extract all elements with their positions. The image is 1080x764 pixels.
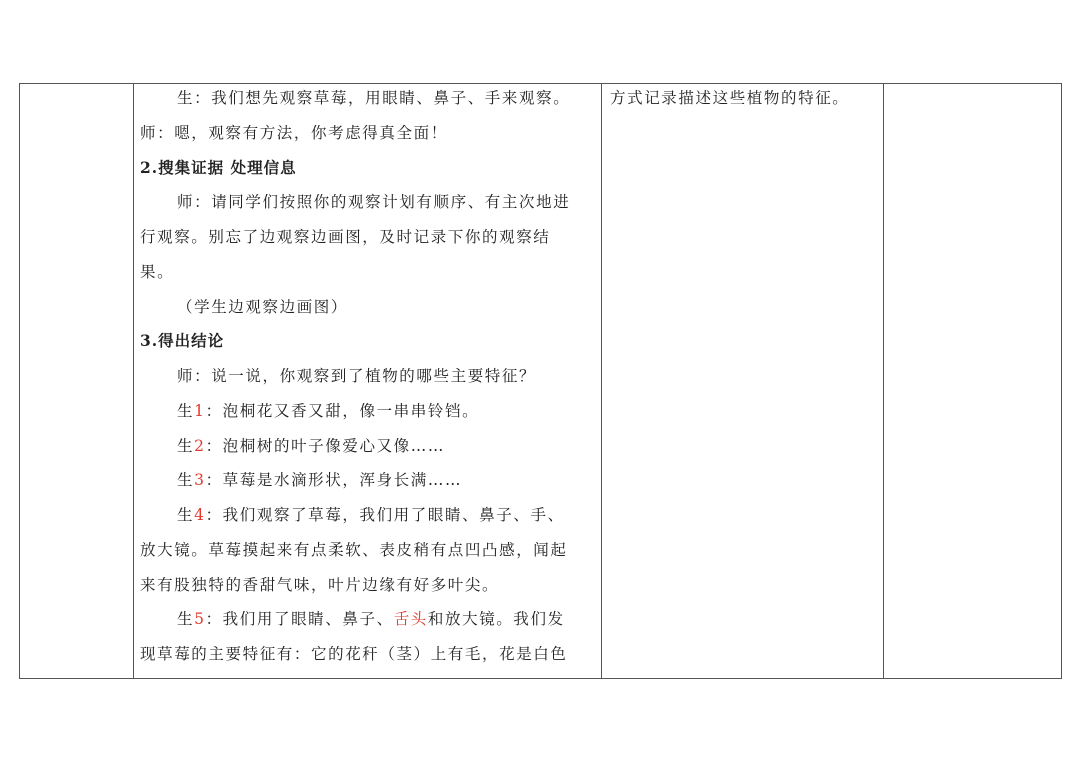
section-heading: 2.搜集证据 处理信息 [140, 158, 297, 177]
table-cell-design-intent [602, 84, 883, 678]
student-answer-5 [140, 609, 597, 629]
table-cell-teaching-process [134, 84, 601, 678]
design-text: 方式记录描述这些植物的特征。 [610, 89, 850, 107]
answer-text: ：我们观察了草莓，我们用了眼睛、鼻子、手、 [205, 506, 565, 524]
speaker-label: 生 [177, 471, 195, 489]
student-number: 2 [194, 437, 206, 455]
dialogue-line: 放大镜。草莓摸起来有点柔软、表皮稍有点凹凸感，闻起 [140, 541, 568, 559]
answer-text: ：我们用了眼睛、鼻子、 [205, 610, 394, 628]
stage-direction: （学生边观察边画图） [177, 298, 349, 316]
dialogue-line: 行观察。别忘了边观察边画图，及时记录下你的观察结 [140, 228, 551, 246]
lesson-table [19, 83, 1062, 679]
answer-text: ：草莓是水滴形状，浑身长满…… [205, 471, 463, 489]
speaker-label: 生 [177, 437, 195, 455]
dialogue-line: 现草莓的主要特征有：它的花秆（茎）上有毛，花是白色 [140, 645, 568, 663]
dialogue-line: 果。 [140, 263, 175, 281]
student-number: 4 [194, 506, 206, 524]
speaker-label: 生 [177, 506, 195, 524]
dialogue-line: 师：请同学们按照你的观察计划有顺序、有主次地进 [177, 193, 571, 211]
speaker-label: 生 [177, 610, 195, 628]
answer-text: ：泡桐花又香又甜，像一串串铃铛。 [205, 402, 480, 420]
student-number: 5 [194, 610, 206, 628]
answer-text: ：泡桐树的叶子像爱心又像…… [205, 437, 445, 455]
dialogue-line: 师：嗯，观察有方法，你考虑得真全面！ [140, 124, 448, 142]
section-heading: 3.得出结论 [140, 331, 225, 350]
student-answer-3 [140, 470, 597, 490]
student-number: 1 [194, 402, 206, 420]
dialogue-line: 师：说一说，你观察到了植物的哪些主要特征？ [177, 367, 537, 385]
student-number: 3 [194, 471, 206, 489]
answer-text: 和放大镜。我们发 [427, 610, 565, 628]
table-cell-stage [20, 84, 133, 678]
student-answer-4 [140, 505, 597, 525]
student-answer-1 [140, 401, 597, 421]
table-cell-notes [884, 84, 1062, 678]
dialogue-line: 生：我们想先观察草莓，用眼睛、鼻子、手来观察。 [177, 89, 571, 107]
student-answer-2 [140, 436, 597, 456]
speaker-label: 生 [177, 402, 195, 420]
dialogue-line: 来有股独特的香甜气味，叶片边缘有好多叶尖。 [140, 576, 500, 594]
highlighted-word: 舌头 [393, 610, 428, 628]
